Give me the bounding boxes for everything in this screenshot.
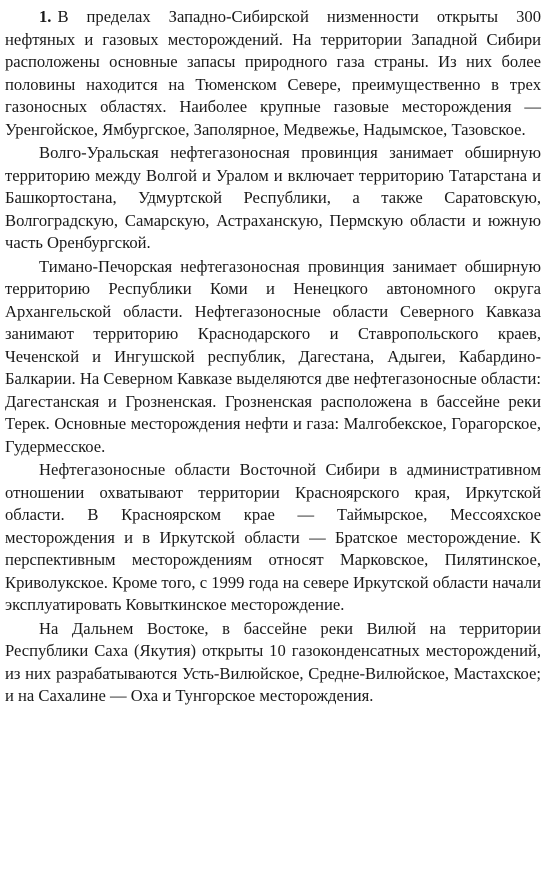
paragraph-5: На Дальнем Востоке, в бассейне реки Вилюй на территории Республики Саха (Якутия) открыты 10 газоконденсатных месторождений, из них разрабатываются Усть-Вилюйское, Средне-Вилюйское, Мастахское; и на Сахалине — Оха и Тунгорское месторождения. [5,618,541,705]
paragraph-1 [5,6,541,141]
paragraph-2: Волго-Уральская нефтегазоносная провинция занимает обширную территорию между Волгой и Уралом и включает территорию Татарстана и Башкортостана, Удмуртской Республики, а также Саратовскую, Волгоградскую, Самарскую, Астраханскую, Пермскую области и южную часть Оренбургской. [5,143,541,252]
paragraph-4: Нефтегазоносные области Восточной Сибири в административном отношении охватывают территории Красноярского края, Иркутской области. В Красноярском крае — Таймырское, Мессояхское месторождения и в Иркутской области — Братское месторождение. К перспективным месторождениям относят Марковское, Пилятинское, Криволукское. Кроме того, с 1999 года на севере Иркутской области начали эксплуатировать Ковыткинское месторождение. [5,460,541,614]
paragraph-number: 1. [39,7,52,26]
paragraph-3: Тимано-Печорская нефтегазоносная провинция занимает обширную территорию Республики Коми и Ненецкого автономного округа Архангельской области. Нефтегазоносные области Северного Кавказа занимают территорию Краснодарского и Ставропольского краев, Чеченской и Ингушской республик, Дагестана, Адыгеи, Кабардино-Балкарии. На Северном Кавказе выделяются две нефтегазоносные области: Дагестанская и Грозненская. Грозненская расположена в бассейне реки Терек. Основные месторождения нефти и газа: Малгобекское, Горагорское, Гудермесское. [5,256,541,456]
paragraph-text: В пределах Западно-Сибирской низменности открыты 300 нефтяных и газовых месторождений. На территории Западной Сибири расположены основные запасы природного газа страны. Из них более половины находится на Тюменском Севере, преимущественно в трех газоносных областях. Наиболее крупные газовые месторождения — Уренгойское, Ямбургское, Заполярное, Медвежье, Надымское, Тазовское. [5,7,541,139]
